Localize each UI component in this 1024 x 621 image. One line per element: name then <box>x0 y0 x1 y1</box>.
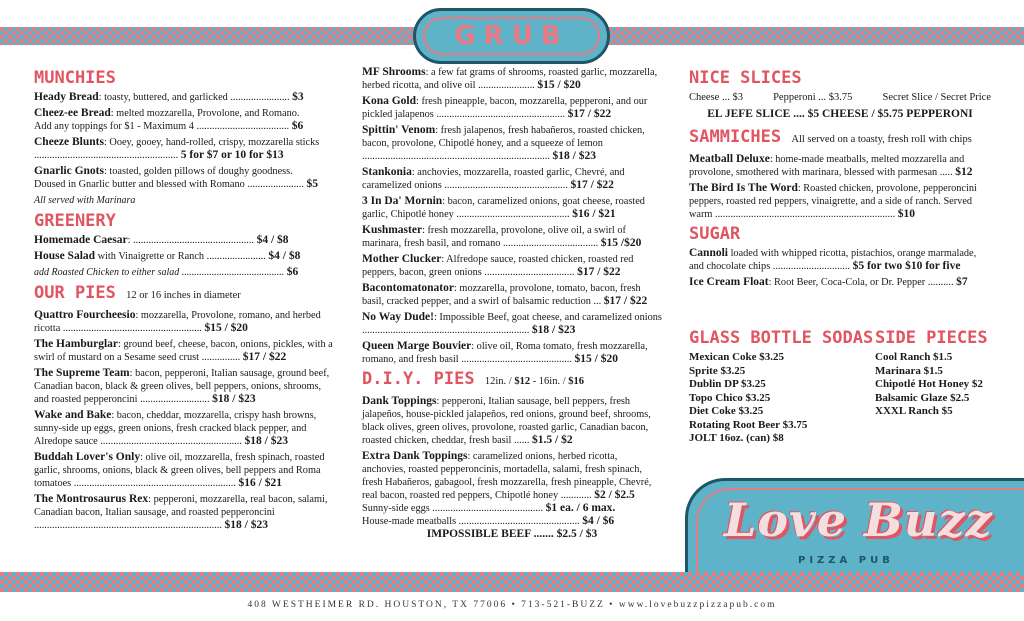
bottom-checker-border <box>0 572 1024 592</box>
menu-item <box>362 450 662 502</box>
item-desc: : a few fat grams of shrooms, roasted garlic, mozzarella, herbed ricotta, and olive oil ...................... <box>362 67 658 91</box>
munchies-note: All served with Marinara <box>34 195 136 206</box>
item-extra: ........................................................ <box>34 150 179 161</box>
item-desc: with Vinaigrette or Ranch ....................... <box>95 251 266 262</box>
item-name: Spittin' Venom <box>362 124 436 136</box>
item-extra: Add any toppings for $1 - Maximum 4 .................................... <box>34 121 290 132</box>
item-price: $17 / $22 <box>567 108 612 120</box>
list-item: Diet Coke $3.25 <box>689 405 764 417</box>
menu-item <box>362 224 662 250</box>
menu-item <box>362 253 662 279</box>
menu-item <box>362 195 662 221</box>
grub-title: GRUB <box>423 17 600 55</box>
meatballs-row <box>362 515 662 528</box>
menu-item <box>362 95 662 121</box>
item-desc: : toasted, golden pillows of doughy goodness. <box>103 166 293 177</box>
item-name: Heady Bread <box>34 91 99 103</box>
item-name: The Hamburglar <box>34 338 119 350</box>
item-price: $4 / $8 <box>256 234 289 246</box>
diy-subtitle <box>485 376 584 387</box>
item-price: $15 / $20 <box>574 353 618 365</box>
item-desc: : ............................................... <box>127 235 255 246</box>
item-name: No Way Dude! <box>362 311 434 323</box>
list-item: Rotating Root Beer $3.75 <box>689 418 808 431</box>
item-desc: : bacon, caramelized onions, goat cheese, roasted garlic, Chipotlé honey ............................................ <box>362 196 645 220</box>
column-right <box>689 66 991 292</box>
column-left <box>34 66 336 535</box>
item-desc: : caramelized onions, herbed ricotta, anchovies, roasted pepperoncinis, mortadella, salami, fresh spinach, fresh Habañeros, gabagool, fresh mozzarella, fresh pineapple, Chevré, real bacon, roasted red peppers, Chipotlé honey ............ <box>362 451 652 501</box>
item-price: $1.5 / $2 <box>532 434 573 446</box>
item-name: Stankonia <box>362 166 412 178</box>
item-desc: loaded with whipped ricotta, pistachios, orange marmalade, and chocolate chips .............................. <box>689 248 977 272</box>
menu-item <box>34 250 336 263</box>
item-price: $17 / $22 <box>570 179 614 191</box>
item-extra: Doused in Gnarlic butter and blessed with Romano ...................... <box>34 179 304 190</box>
menu-item <box>34 338 336 364</box>
list-item: Chipotlé Hot Honey $2 <box>875 378 983 390</box>
menu-item <box>362 340 662 366</box>
menu-item <box>34 91 336 104</box>
menu-item <box>362 66 662 92</box>
grub-badge <box>413 8 610 64</box>
item-desc: : pepperoni, mozzarella, real bacon, salami, Canadian bacon, Italian sausage, and roasted pepperoncini ......................................................................... <box>34 494 328 531</box>
list-item: XXXL Ranch $5 <box>875 405 953 417</box>
item-price: $3 <box>292 91 304 103</box>
item-price: $17 / $22 <box>577 266 621 278</box>
meatballs-price: $4 / $6 <box>582 515 615 527</box>
item-name: The Bird Is The Word <box>689 182 798 194</box>
secret-slice: Secret Slice / Secret Price <box>882 92 991 103</box>
item-price: $5 <box>306 178 319 190</box>
item-name: Meatball Deluxe <box>689 153 770 165</box>
footer-address: 408 WESTHEIMER RD. HOUSTON, TX 77006 • 713-521-BUZZ • www.lovebuzzpizzapub.com <box>247 600 777 610</box>
meatballs-text: House-made meatballs ............................................... <box>362 516 580 527</box>
menu-item <box>34 309 336 335</box>
list-item: Sprite $3.25 <box>689 364 746 377</box>
item-desc: : ground beef, cheese, bacon, onions, pickles, with a swirl of mustard on a Sesame seed crust ............... <box>34 339 333 363</box>
item-price: $10 <box>897 208 916 220</box>
drinks-and-sides <box>689 326 1019 446</box>
sammiches-title: SAMMICHES <box>689 127 782 147</box>
item-desc: : home-made meatballs, melted mozzarella and provolone, smothered with marinara, blessed with parmesan ..... <box>689 154 965 178</box>
item-price: $7 <box>956 276 968 288</box>
item-name: The Supreme Team <box>34 367 130 379</box>
item-desc: : Ooey, gooey, hand-rolled, crispy, mozzarella sticks <box>103 137 320 148</box>
item-name: Ice Cream Float <box>689 276 769 288</box>
list-item: Balsamic Glaze $2.5 <box>875 391 970 404</box>
item-price: $5 for two $10 for five <box>852 260 961 272</box>
item-desc: : pepperoni, Italian sausage, bell peppers, fresh jalapeños, house-pickled jalapeños, red onions, ground beef, shrooms, black olives, green olives, provolone, roasted garlic, Canadian bacon, roasted chicken, cheddar, fresh basil ...... <box>362 396 651 446</box>
diy-title: D.I.Y. PIES <box>362 369 475 389</box>
list-item: Mexican Coke $3.25 <box>689 351 785 363</box>
list-item: Topo Chico $3.25 <box>689 391 771 404</box>
note-price: $6 <box>286 266 299 278</box>
item-desc: : bacon, pepperoni, Italian sausage, ground beef, Canadian bacon, black & green olives, bell peppers, onions, shrooms, and roasted pepperoncini ........................... <box>34 368 330 405</box>
pies-subtitle: 12 or 16 inches in diameter <box>126 290 241 301</box>
jefe-slice: EL JEFE SLICE .... $5 CHEESE / $5.75 PEPPERONI <box>707 108 973 120</box>
diy-sub-d: $16 <box>568 376 585 387</box>
sodas-section <box>689 326 875 446</box>
menu-item <box>34 107 336 133</box>
item-desc: : mozzarella, Provolone, romano, and herbed ricotta ...................................................... <box>34 310 321 334</box>
item-desc: : Impossible Beef, goat cheese, and caramelized onions ................................................................. <box>362 312 662 336</box>
menu-item <box>34 234 336 247</box>
item-price: $17 / $22 <box>603 295 648 307</box>
section-title-pies <box>34 283 336 306</box>
item-desc: : olive oil, Roma tomato, fresh mozzarella, romano, and fresh basil ........................................... <box>362 341 648 365</box>
section-title-sodas: GLASS BOTTLE SODAS <box>689 328 874 348</box>
menu-item <box>34 493 336 532</box>
menu-item <box>689 247 991 273</box>
item-name: Gnarlic Gnots <box>34 165 104 177</box>
menu-item <box>34 409 336 448</box>
list-item: Marinara $1.5 <box>875 364 943 377</box>
section-title-diy <box>362 369 662 392</box>
section-title-nice-slices: NICE SLICES <box>689 68 802 88</box>
sides-list <box>875 351 1015 419</box>
item-desc: : mozzarella, provolone, tomato, bacon, fresh basil, cracked pepper, and a swirl of balsamic reduction ... <box>362 283 641 307</box>
menu-item <box>34 136 336 162</box>
item-name: Homemade Caesar <box>34 234 128 246</box>
item-name: 3 In Da' Mornin <box>362 195 443 207</box>
diy-sub-b: $12 <box>514 376 531 387</box>
column-middle <box>362 66 662 541</box>
item-price: $16 / $21 <box>238 477 282 489</box>
section-title-sugar: SUGAR <box>689 224 741 244</box>
logo-subtitle: PIZZA PUB <box>798 555 894 566</box>
item-name: Dank Toppings <box>362 395 437 407</box>
menu-item <box>689 182 991 221</box>
impossible-beef: IMPOSSIBLE BEEF ....... $2.5 / $3 <box>426 528 598 540</box>
item-price: $18 / $23 <box>244 435 288 447</box>
item-price: $15 / $20 <box>204 322 248 334</box>
item-name: Queen Marge Bouvier <box>362 340 472 352</box>
item-price: $15 /$20 <box>600 237 642 249</box>
item-price: 5 for $7 or 10 for $13 <box>180 149 284 161</box>
list-item: Cool Ranch $1.5 <box>875 351 953 363</box>
slice-prices <box>689 91 991 104</box>
item-price: $18 / $23 <box>212 393 256 405</box>
item-name: The Montrosaurus Rex <box>34 493 149 505</box>
love-buzz-logo <box>685 478 1024 572</box>
greenery-note <box>34 266 336 279</box>
item-price: $15 / $20 <box>537 79 581 91</box>
eggs-row <box>362 502 662 515</box>
section-title-munchies: MUNCHIES <box>34 68 116 88</box>
item-desc: : Roasted chicken, provolone, pepperoncini peppers, roasted red peppers, vinaigrette, and a side of ranch. Served warm ...................................................................... <box>689 183 977 220</box>
item-name: Kona Gold <box>362 95 417 107</box>
menu-item <box>362 311 662 337</box>
pies-title: OUR PIES <box>34 283 116 303</box>
list-item: JOLT 16oz. (can) $8 <box>689 432 784 444</box>
menu-item <box>362 282 662 308</box>
item-name: MF Shrooms <box>362 66 426 78</box>
item-desc: : Root Beer, Coca-Cola, or Dr. Pepper .......... <box>768 277 954 288</box>
menu-item <box>689 153 991 179</box>
diy-sub-a: 12in. / <box>484 376 515 387</box>
item-desc: : fresh mozzarella, provolone, olive oil, a swirl of marinara, fresh basil, and romano ..................................... <box>362 225 626 249</box>
menu-item <box>34 451 336 490</box>
section-title-greenery: GREENERY <box>34 211 116 231</box>
item-desc: : fresh pineapple, bacon, mozzarella, pepperoni, and our pickled jalapenos .................................................. <box>362 96 648 120</box>
item-desc: : fresh jalapenos, fresh habañeros, roasted chicken, bacon, provolone, Chipotlé honey, and a squeeze of lemon ......................................................................... <box>362 125 645 162</box>
item-price: $4 / $8 <box>268 250 301 262</box>
menu-item <box>362 395 662 447</box>
item-name: House Salad <box>34 250 96 262</box>
item-price: $12 <box>955 166 973 178</box>
section-title-sides: SIDE PIECES <box>875 328 988 348</box>
item-name: Cannoli <box>689 247 728 259</box>
sodas-list <box>689 351 875 446</box>
menu-item <box>34 367 336 406</box>
item-desc: : melted mozzarella, Provolone, and Romano. <box>110 108 300 119</box>
section-title-sammiches <box>689 127 991 150</box>
item-name: Cheez-ee Bread <box>34 107 111 119</box>
eggs-price: $1 ea. / 6 max. <box>545 502 616 514</box>
item-price: $18 / $23 <box>552 150 596 162</box>
pepperoni-slice: Pepperoni ... $3.75 <box>773 92 853 103</box>
eggs-text: Sunny-side eggs ........................................... <box>362 503 544 514</box>
item-name: Extra Dank Toppings <box>362 450 468 462</box>
item-price: $18 / $23 <box>224 519 268 531</box>
menu-item <box>34 165 336 191</box>
cheese-slice: Cheese ... $3 <box>689 92 743 103</box>
item-name: Cheeze Blunts <box>34 136 104 148</box>
item-name: Kushmaster <box>362 224 423 236</box>
logo-text: Love Buzz <box>724 493 993 547</box>
item-price: $18 / $23 <box>531 324 576 336</box>
item-name: Bacontomatonator <box>362 282 454 294</box>
item-price: $17 / $22 <box>242 351 287 363</box>
item-price: $16 / $21 <box>572 208 616 220</box>
item-name: Buddah Lover's Only <box>34 451 141 463</box>
sammiches-subtitle: All served on a toasty, fresh roll with chips <box>791 134 972 145</box>
item-name: Mother Clucker <box>362 253 442 265</box>
menu-item <box>362 166 662 192</box>
item-price: $2 / $2.5 <box>594 489 635 501</box>
item-name: Wake and Bake <box>34 409 112 421</box>
sides-section <box>875 326 1015 446</box>
menu-item <box>362 124 662 163</box>
item-desc: : olive oil, mozzarella, fresh spinach, roasted garlic, shrooms, onions, black & green olives, bell peppers and Roma tomatoes ............................................................... <box>34 452 325 489</box>
note-text: add Roasted Chicken to either salad ......................................... <box>34 267 285 278</box>
item-desc: : Alfredope sauce, roasted chicken, roasted red peppers, bacon, green onions ................................... <box>362 254 634 278</box>
item-name: Quattro Fourcheesio <box>34 309 136 321</box>
menu-item <box>689 276 991 289</box>
item-desc: : anchovies, mozzarella, roasted garlic, Chevré, and caramelized onions ................................................ <box>362 167 625 191</box>
list-item: Dublin DP $3.25 <box>689 378 766 390</box>
item-desc: : toasty, buttered, and garlicked ....................... <box>98 92 290 103</box>
item-desc: : bacon, cheddar, mozzarella, crispy hash browns, sunny-side up eggs, green onions, fresh cracked black pepper, and Alredope sauce ....................................................... <box>34 410 317 447</box>
diy-sub-c: - 16in. / <box>530 376 569 387</box>
item-price: $6 <box>291 120 304 132</box>
